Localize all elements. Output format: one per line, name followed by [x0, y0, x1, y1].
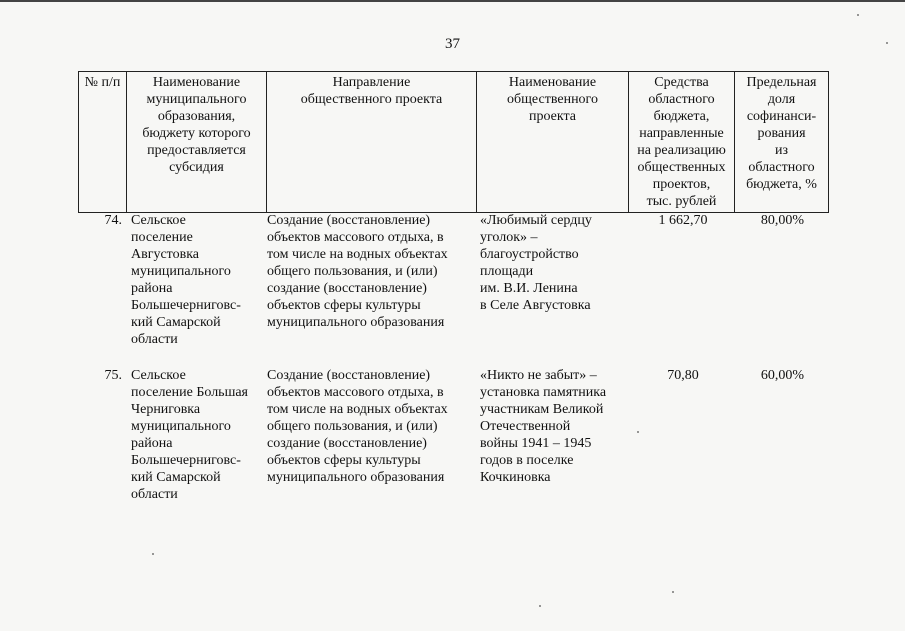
row-direction: Создание (восстановление) объектов массового отдыха, в том числе на водных объектах общего пользования, и (или) создание (восстановление) объектов сферы культуры муниципального образования — [267, 368, 448, 485]
row-funds: 70,80 — [667, 368, 699, 383]
page-number: 37 — [445, 36, 460, 52]
header-project: Наименование общественного проекта — [477, 72, 629, 213]
table-header — [78, 71, 828, 213]
page-top-edge — [0, 0, 905, 2]
row-share: 60,00% — [760, 368, 805, 383]
row-project: «Никто не забыт» – установка памятника участникам Великой Отечественной войны 1941 – 1945 годов в поселке Кочкиновка — [480, 368, 607, 485]
row-municipality: Сельское поселение Большая Черниговка муниципального района Большечерниговс- кий Самарской области — [131, 368, 248, 502]
scan-speck — [637, 431, 639, 433]
header-direction: Направление общественного проекта — [267, 72, 477, 213]
header-funds: Средства областного бюджета, направленные на реализацию общественных проектов, тыс. рублей — [629, 72, 735, 213]
row-direction: Создание (восстановление) объектов массового отдыха, в том числе на водных объектах общего пользования, и (или) создание (восстановление) объектов сферы культуры муниципального образования — [267, 213, 448, 330]
scan-speck — [857, 14, 859, 16]
scan-speck — [152, 553, 154, 555]
row-project: «Любимый сердцу уголок» – благоустройство площади им. В.И. Ленина в Селе Августовка — [480, 213, 592, 313]
header-table — [78, 71, 829, 213]
scan-speck — [886, 42, 888, 44]
scan-speck — [672, 591, 674, 593]
row-number: 74. — [104, 213, 122, 228]
header-municipality: Наименование муниципального образования, бюджету которого предоставляется субсидия — [127, 72, 267, 213]
row-number: 75. — [104, 368, 122, 383]
row-funds: 1 662,70 — [658, 213, 708, 228]
header-number: № п/п — [79, 72, 127, 213]
row-municipality: Сельское поселение Августовка муниципального района Большечерниговс- кий Самарской области — [131, 213, 241, 347]
row-share: 80,00% — [760, 213, 805, 228]
scan-speck — [539, 605, 541, 607]
header-share: Предельная доля софинанси- рования из областного бюджета, % — [735, 72, 829, 213]
